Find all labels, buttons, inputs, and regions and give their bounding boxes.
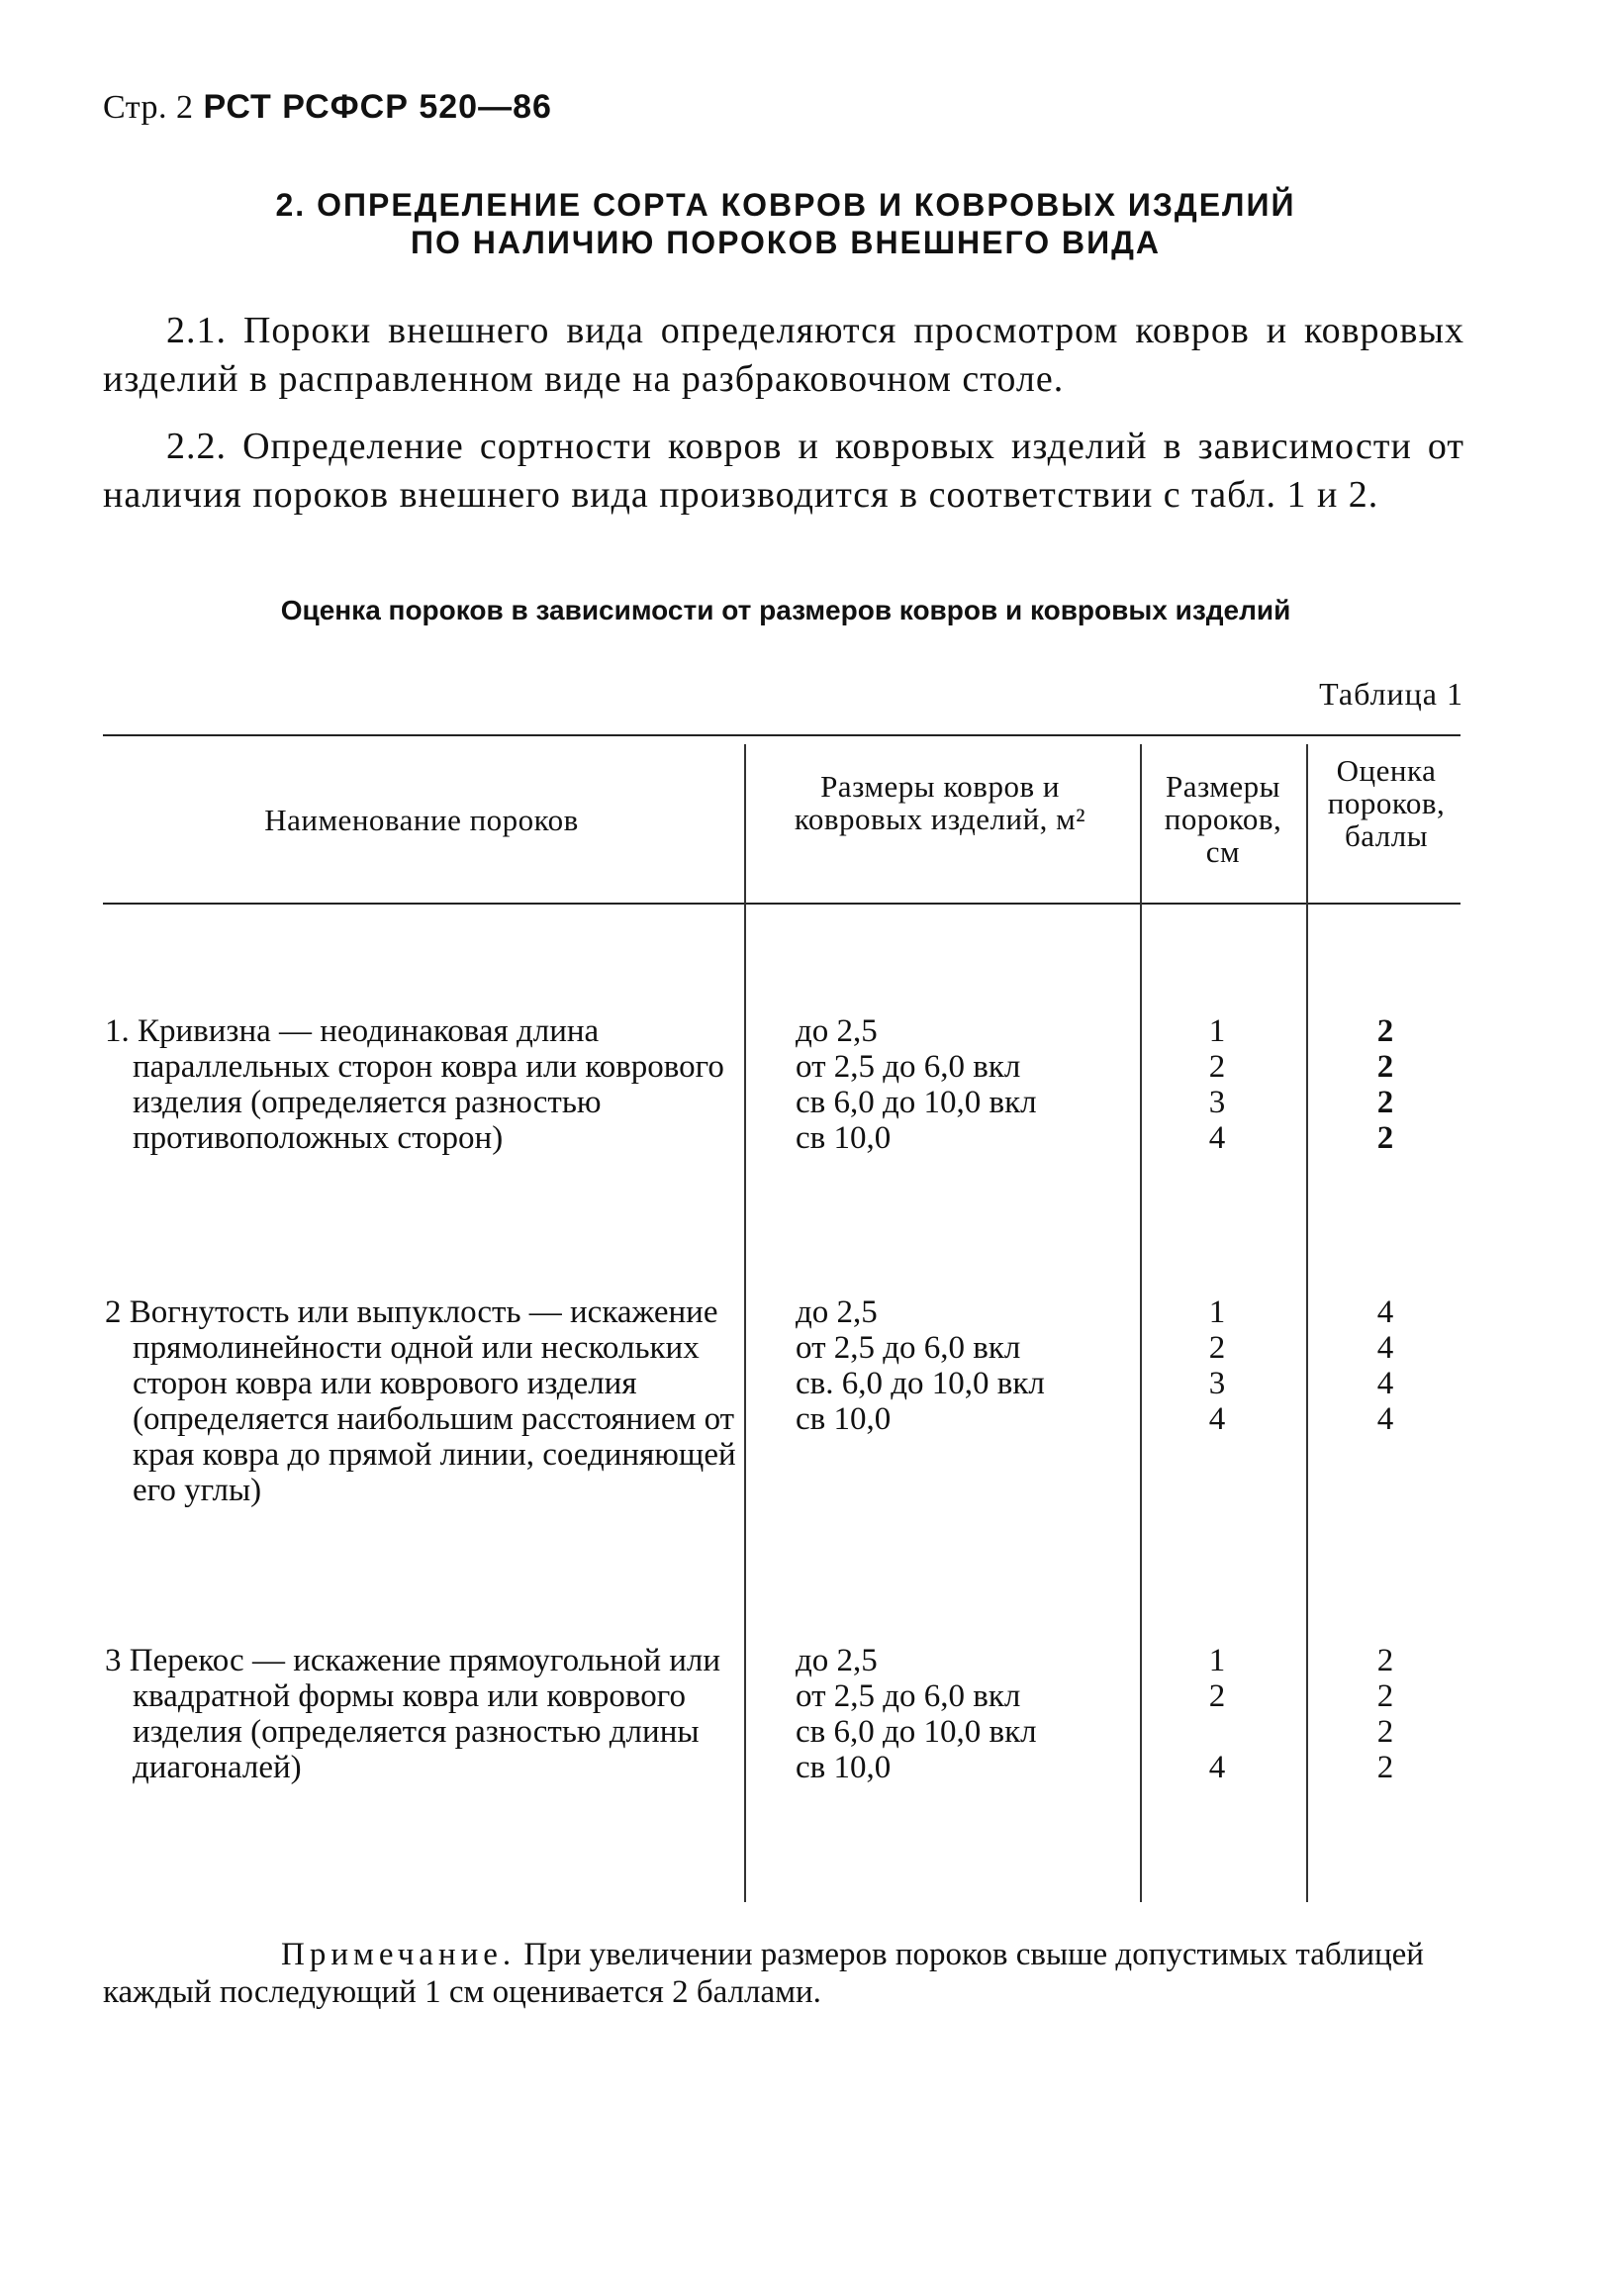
product-size-value: до 2,5 (796, 1294, 878, 1330)
product-size-value: от 2,5 до 6,0 вкл (796, 1049, 1021, 1085)
running-head (103, 87, 552, 128)
score-value: 4 (1376, 1366, 1394, 1401)
product-size-value: св. 6,0 до 10,0 вкл (796, 1366, 1045, 1401)
score-value: 2 (1376, 1013, 1394, 1049)
page-number: Стр. 2 (103, 89, 194, 126)
table-header-rule (103, 903, 1461, 905)
defect-size-value: 2 (1208, 1678, 1226, 1714)
column-header-product-size: Размеры ковров и ковровых изделий, м² (794, 769, 1086, 836)
defect-sizes-2 (1158, 1294, 1276, 1437)
defect-name-3: 3 Перекос — искажение прямоугольной или квадратной формы ковра или коврового изделия (определяется разностью длины диагоналей) (105, 1643, 721, 1785)
score-value: 2 (1376, 1750, 1394, 1785)
score-value: 2 (1376, 1678, 1394, 1714)
note-text: При увеличении размеров пороков свыше допустимых таблицей каждый последующий 1 см оценивается 2 баллами. (103, 1937, 1424, 2010)
column-divider-2 (1140, 744, 1142, 1902)
defect-size-value (1158, 1714, 1276, 1750)
score-value: 2 (1376, 1049, 1394, 1085)
product-size-value: св 10,0 (796, 1120, 892, 1156)
product-sizes-1 (796, 1013, 1132, 1156)
defect-sizes-3 (1158, 1643, 1276, 1785)
paragraph-2-2: 2.2. Определение сортности ковров и ковровых изделий в зависимости от наличия пороков внешнего вида производится в соответствии с табл. 1 и 2. (103, 426, 1464, 516)
score-value: 4 (1376, 1330, 1394, 1366)
product-size-value: св 6,0 до 10,0 вкл (796, 1714, 1037, 1750)
column-header-defect-size: Размеры пороков, см (1164, 769, 1282, 869)
score-value: 4 (1376, 1294, 1394, 1330)
score-value: 2 (1376, 1085, 1394, 1120)
product-size-value: св 10,0 (796, 1401, 892, 1437)
product-size-value: до 2,5 (796, 1643, 878, 1678)
paragraph-2-1: 2.1. Пороки внешнего вида определяются просмотром ковров и ковровых изделий в расправленном виде на разбраковочном столе. (103, 310, 1464, 400)
table-top-rule (103, 734, 1461, 736)
defect-size-value: 3 (1208, 1366, 1226, 1401)
defect-size-value: 1 (1208, 1294, 1226, 1330)
defect-size-value: 4 (1208, 1401, 1226, 1437)
section-title-line-2: ПО НАЛИЧИЮ ПОРОКОВ ВНЕШНЕГО ВИДА (410, 225, 1162, 260)
score-value: 2 (1376, 1643, 1394, 1678)
product-size-value: до 2,5 (796, 1013, 878, 1049)
defect-size-value: 1 (1208, 1013, 1226, 1049)
column-header-score: Оценка пороков, баллы (1327, 753, 1446, 853)
product-size-value: от 2,5 до 6,0 вкл (796, 1678, 1021, 1714)
defect-size-value: 4 (1208, 1120, 1226, 1156)
column-header-defect-name: Наименование пороков (264, 803, 579, 837)
note-label: Примечание. (281, 1937, 517, 1972)
scores-1 (1316, 1013, 1455, 1156)
defect-name-2: 2 Вогнутость или выпуклость — искажение прямолинейности одной или нескольких сторон ковра или коврового изделия (определяется наибольшим расстоянием от края ковра до прямой линии, соединяющей его углы) (105, 1294, 736, 1508)
table-label: Таблица 1 (1319, 676, 1463, 712)
score-value: 2 (1376, 1120, 1394, 1156)
defect-size-value: 2 (1208, 1330, 1226, 1366)
score-value: 2 (1376, 1714, 1394, 1750)
defect-sizes-1 (1158, 1013, 1276, 1156)
defect-size-value: 2 (1208, 1049, 1226, 1085)
scores-3 (1316, 1643, 1455, 1785)
defect-name-1: 1. Кривизна — неодинаковая длина параллельных сторон ковра или коврового изделия (определяется разностью противоположных сторон) (105, 1013, 724, 1156)
product-size-value: св 10,0 (796, 1750, 892, 1785)
section-title (103, 186, 1468, 261)
product-size-value: от 2,5 до 6,0 вкл (796, 1330, 1021, 1366)
table-heading: Оценка пороков в зависимости от размеров ковров и ковровых изделий (280, 595, 1291, 625)
section-title-line-1: 2. ОПРЕДЕЛЕНИЕ СОРТА КОВРОВ И КОВРОВЫХ ИЗДЕЛИЙ (275, 187, 1296, 223)
scores-2 (1316, 1294, 1455, 1437)
score-value: 4 (1376, 1401, 1394, 1437)
product-sizes-3 (796, 1643, 1132, 1785)
table-note (103, 1936, 1468, 2011)
product-size-value: св 6,0 до 10,0 вкл (796, 1085, 1037, 1120)
product-sizes-2 (796, 1294, 1132, 1437)
column-divider-3 (1306, 744, 1308, 1902)
defect-size-value: 1 (1208, 1643, 1226, 1678)
defect-size-value: 4 (1208, 1750, 1226, 1785)
standard-designation: РСТ РСФСР 520—86 (203, 88, 552, 126)
defect-size-value: 3 (1208, 1085, 1226, 1120)
column-divider-1 (744, 744, 746, 1902)
